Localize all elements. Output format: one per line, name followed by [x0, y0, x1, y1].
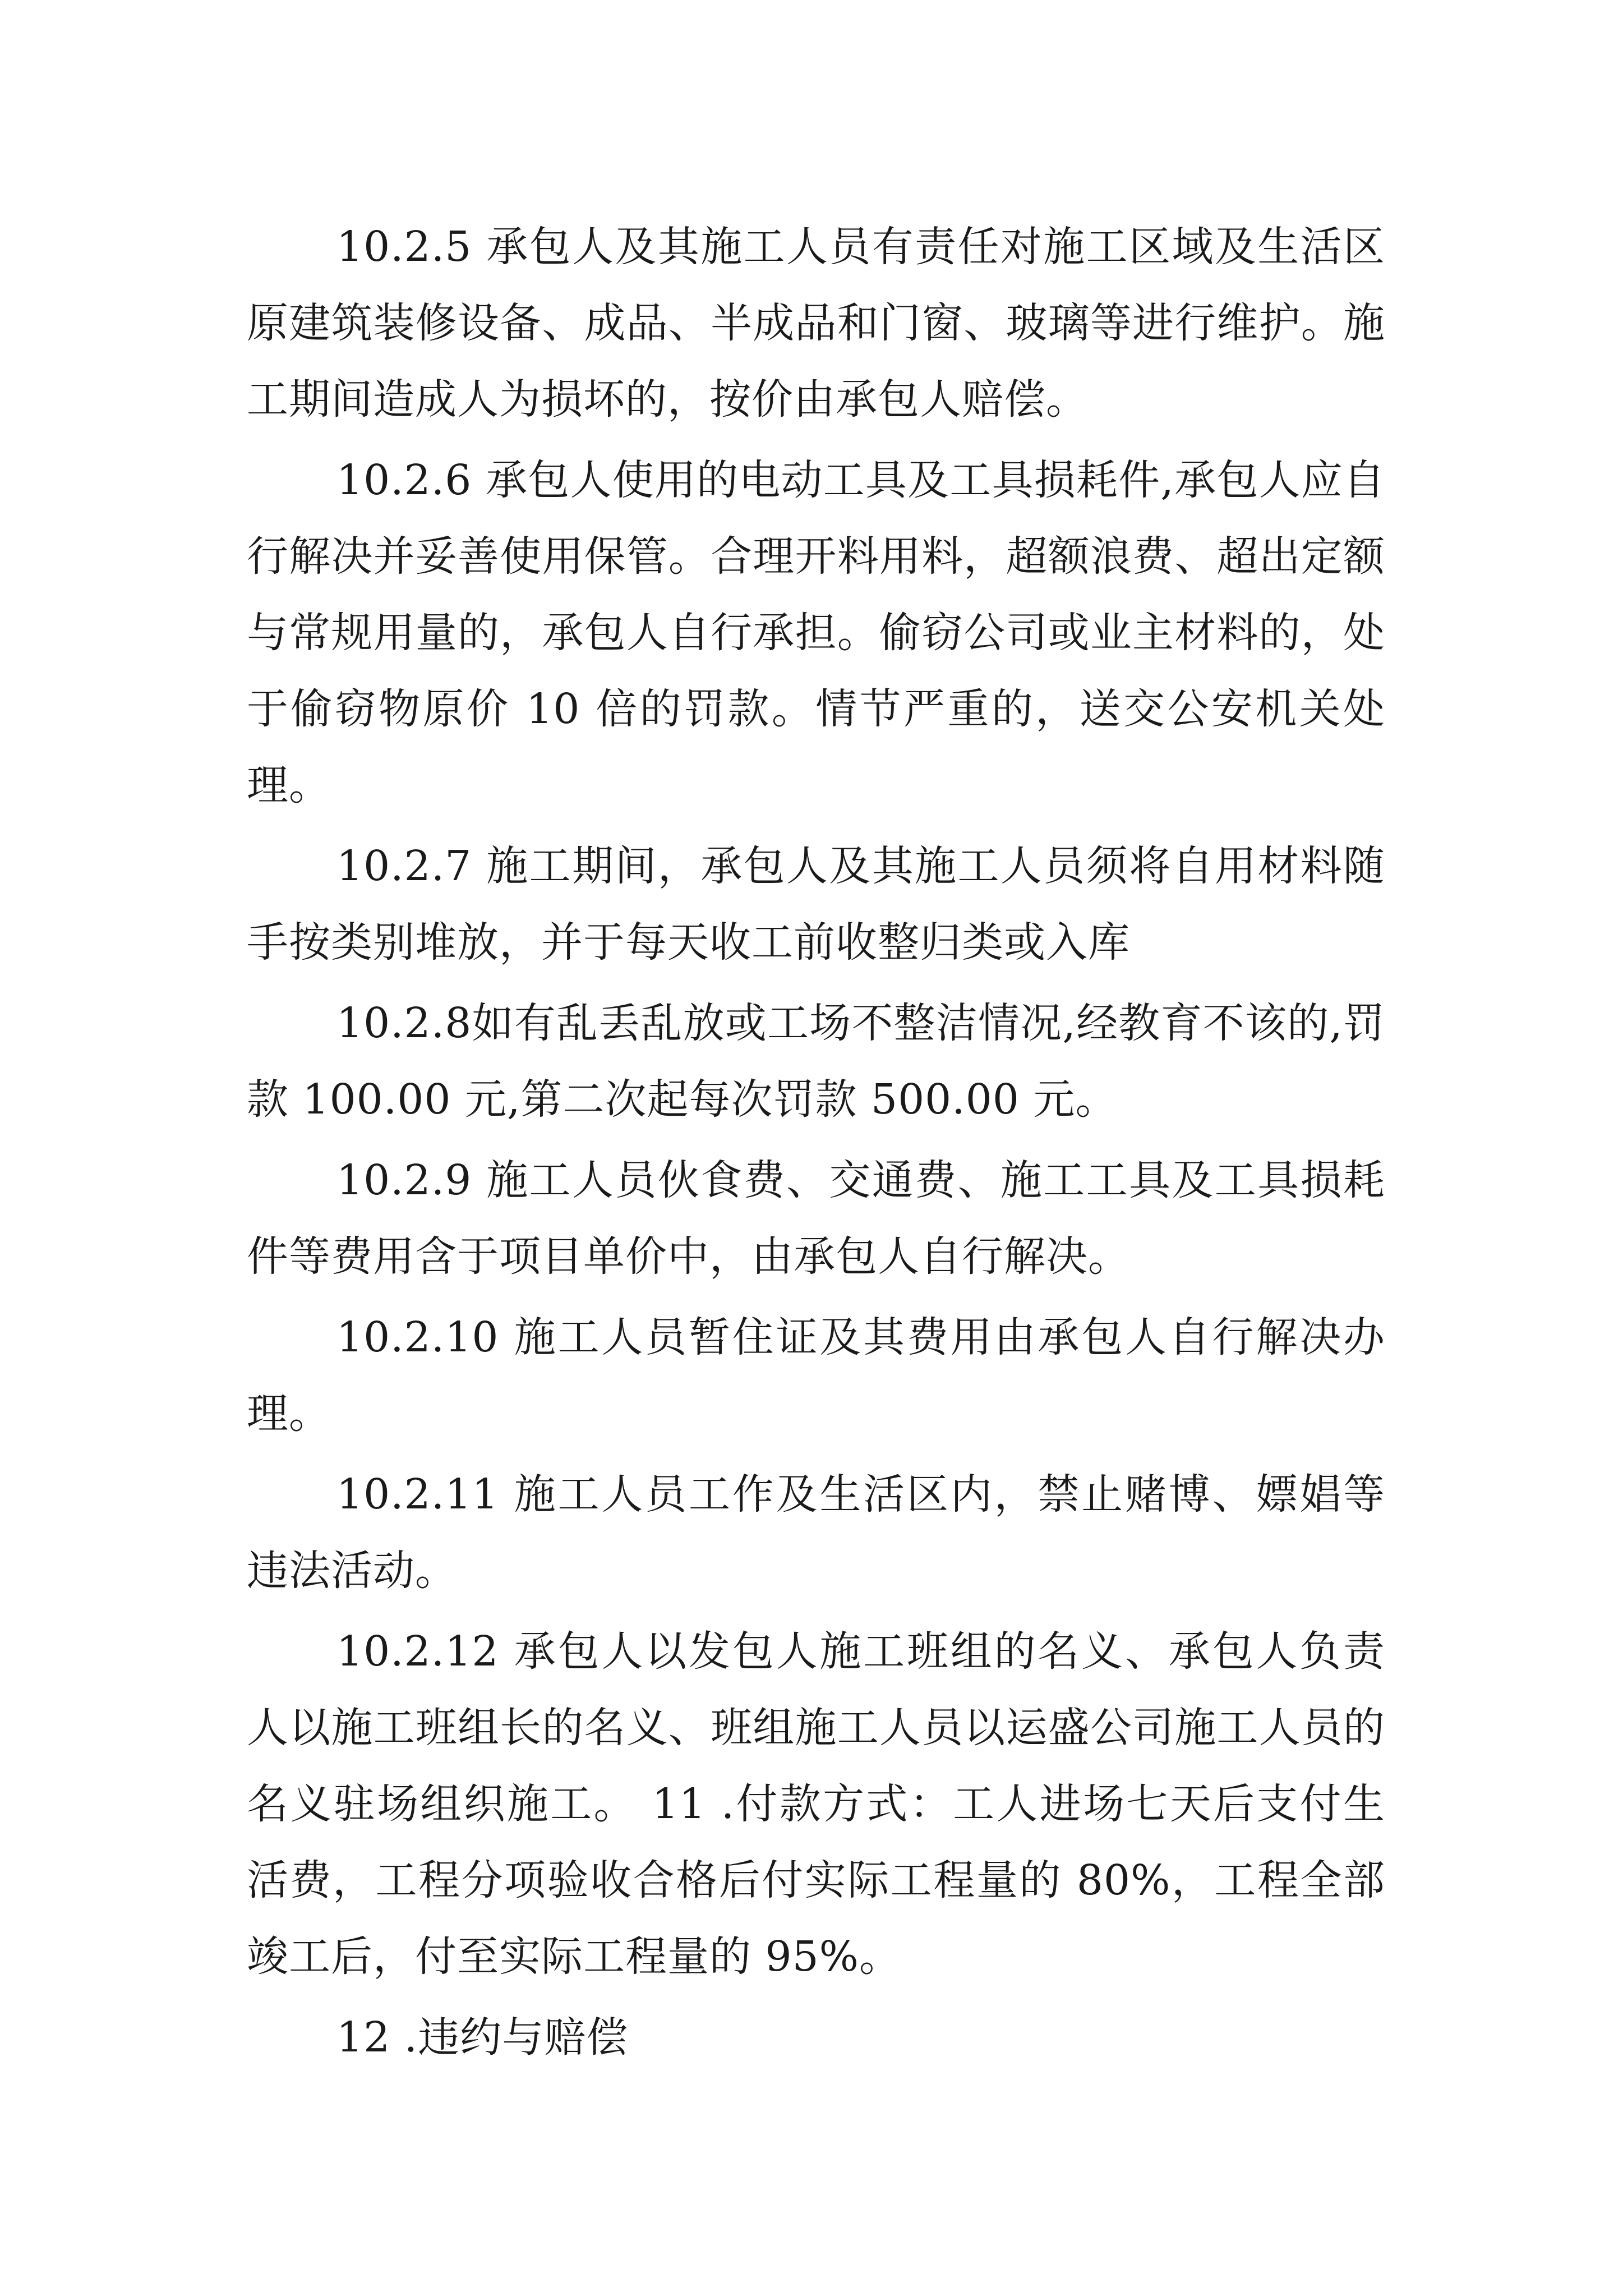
clause-10-2-12: 10.2.12 承包人以发包人施工班组的名义、承包人负责人以施工班组长的名义、班组施工人员以运盛公司施工人员的名义驻场组织施工。 11 .付款方式：工人进场七天后支付生活费，工程分项验收合格后付实际工程量的 80%，工程全部竣工后，付至实际工程量的 95%。	[247, 1627, 1385, 1981]
clause-10-2-6: 10.2.6 承包人使用的电动工具及工具损耗件,承包人应自行解决并妥善使用保管。合理开料用料，超额浪费、超出定额与常规用量的，承包人自行承担。偷窃公司或业主材料的，处于偷窃物原价 10 倍的罚款。情节严重的，送交公安机关处理。	[247, 456, 1385, 809]
document-body	[247, 209, 1385, 2080]
clause-10-2-11: 10.2.11 施工人员工作及生活区内，禁止赌博、嫖娼等违法活动。	[247, 1470, 1385, 1595]
clause-10-2-8: 10.2.8如有乱丢乱放或工场不整洁情况,经教育不该的,罚款 100.00 元,第二次起每次罚款 500.00 元。	[247, 999, 1385, 1124]
clause-10-2-10: 10.2.10 施工人员暂住证及其费用由承包人自行解决办理。	[247, 1313, 1385, 1438]
clause-10-2-9: 10.2.9 施工人员伙食费、交通费、施工工具及工具损耗件等费用含于项目单价中，由承包人自行解决。	[247, 1156, 1385, 1281]
section-12-heading: 12 .违约与赔偿	[336, 2013, 629, 2062]
clause-10-2-5: 10.2.5 承包人及其施工人员有责任对施工区域及生活区原建筑装修设备、成品、半成品和门窗、玻璃等进行维护。施工期间造成人为损坏的，按价由承包人赔偿。	[247, 223, 1385, 424]
clause-10-2-7: 10.2.7 施工期间，承包人及其施工人员须将自用材料随手按类别堆放，并于每天收工前收整归类或入库	[247, 842, 1385, 967]
